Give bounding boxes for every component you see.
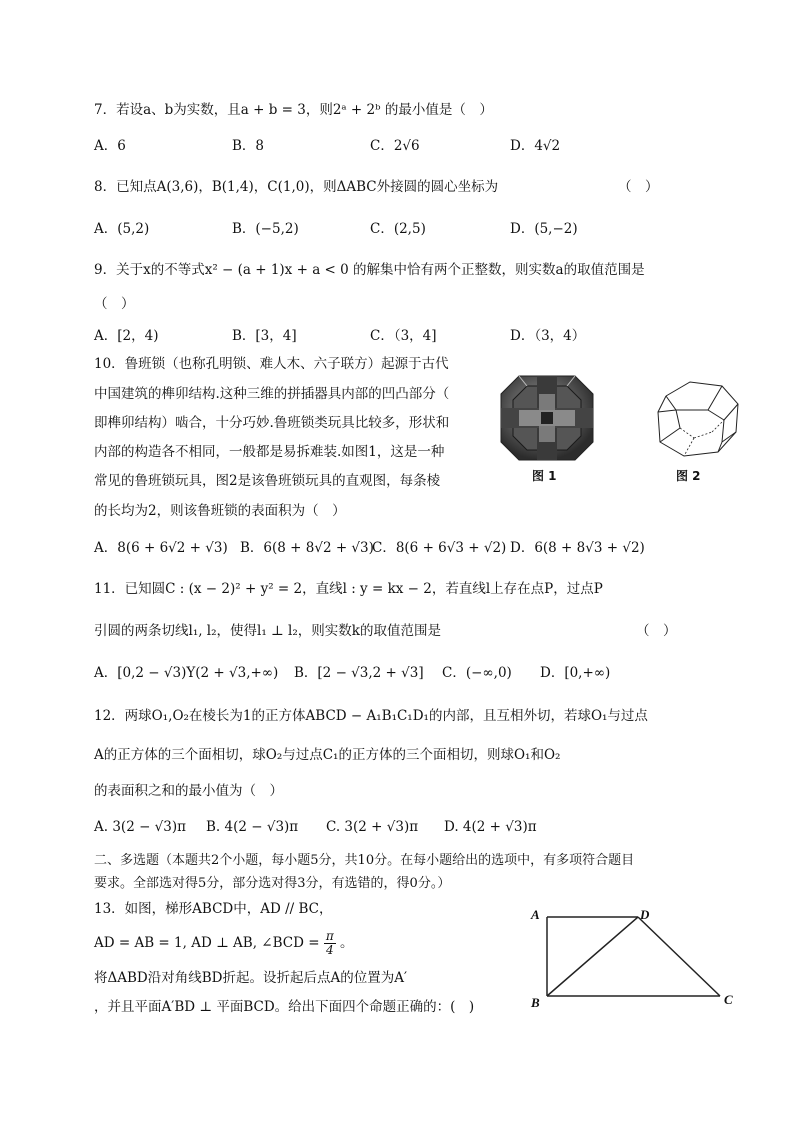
- point-c-label: C: [724, 992, 733, 1007]
- q12-option-d: D. 4(2 + √3)π: [444, 819, 537, 835]
- q10-line: 中国建筑的榫卯结构.这种三维的拼插器具内部的凹凸部分（: [94, 386, 450, 402]
- q12-line3: 的表面积之和的最小值为（ ）: [94, 783, 283, 799]
- q11-option-d: D．[0,+∞): [540, 665, 611, 681]
- q11-option-b: B．[2 − √3,2 + √3]: [294, 665, 424, 681]
- q12-option-b: B. 4(2 − √3)π: [206, 819, 299, 835]
- q13-line2: [94, 930, 354, 957]
- q7-option-b: B．8: [232, 138, 265, 154]
- q9-option-c: C．（3，4]: [370, 328, 437, 344]
- q10-line: 常见的鲁班锁玩具，图2是该鲁班锁玩具的直观图，每条棱: [94, 473, 441, 489]
- pi-over-4-fraction: [324, 930, 336, 957]
- q8-option-a: A．(5,2): [94, 221, 150, 237]
- fig1-label: 图 1: [532, 469, 557, 483]
- q10-line: 10．鲁班锁（也称孔明锁、难人木、六子联方）起源于古代: [94, 356, 449, 372]
- luban-lock-photo: [497, 372, 597, 464]
- q12-line1: 12．两球O₁,O₂在棱长为1的正方体ABCD − A₁B₁C₁D₁的内部，且互相外切，若球O₁与过点: [94, 708, 648, 724]
- q7-option-d: D．4√2: [510, 138, 561, 154]
- q13-line2-text: AD = AB = 1, AD ⊥ AB, ∠BCD =: [94, 935, 320, 951]
- q12-option-c: C. 3(2 + √3)π: [326, 819, 419, 835]
- q12-line2: A的正方体的三个面相切，球O₂与过点C₁的正方体的三个面相切，则球O₁和O₂: [94, 747, 561, 763]
- q13-line2-end: 。: [340, 935, 354, 951]
- luban-lock-diagram: [652, 376, 742, 460]
- q9-paren: （ ）: [94, 296, 135, 312]
- q10-line: 的长均为2，则该鲁班锁的表面积为（ ）: [94, 503, 346, 519]
- section2-heading: 二、多选题（本题共2个小题，每小题5分，共10分。在每小题给出的选项中，有多项符合题目: [94, 853, 635, 868]
- q8-option-c: C．(2,5): [370, 221, 426, 237]
- q11-paren: （ ）: [636, 623, 677, 639]
- section2-heading-cont: 要求。全部选对得5分，部分选对得3分，有选错的，得0分。）: [94, 876, 451, 891]
- q11-option-c: C．(−∞,0): [442, 665, 512, 681]
- q11-line1: 11．已知圆C : (x − 2)² + y² = 2，直线l : y = kx − 2，若直线l上存在点P，过点P: [94, 581, 603, 597]
- q11-line2: 引圆的两条切线l₁, l₂，使得l₁ ⊥ l₂，则实数k的取值范围是: [94, 623, 441, 639]
- q7-stem: 7．若设a、b为实数，且a + b = 3，则2ᵃ + 2ᵇ 的最小值是（ ）: [94, 102, 493, 118]
- q10-option-d: D．6(8 + 8√3 + √2): [510, 540, 645, 556]
- q11-option-a: A．[0,2 − √3)Y(2 + √3,+∞): [94, 665, 279, 681]
- q9-stem: 9．关于x的不等式x² − (a + 1)x + a < 0 的解集中恰有两个正整数，则实数a的取值范围是: [94, 262, 645, 278]
- frac-numerator: π: [325, 929, 334, 943]
- q7-option-a: A．6: [94, 138, 126, 154]
- q8-option-b: B．(−5,2): [232, 221, 299, 237]
- q7-option-c: C．2√6: [370, 138, 420, 154]
- q8-paren: （ ）: [618, 179, 659, 195]
- q13-line1: 13．如图，梯形ABCD中，AD // BC，: [94, 901, 333, 917]
- frac-denominator: 4: [325, 943, 334, 957]
- trapezoid-figure: [525, 903, 745, 1013]
- q8-option-d: D．(5,−2): [510, 221, 578, 237]
- point-a-label: A: [531, 907, 540, 922]
- q8-stem: 8．已知点A(3,6)，B(1,4)，C(1,0)，则ΔABC外接圆的圆心坐标为: [94, 179, 499, 195]
- q12-option-a: A. 3(2 − √3)π: [94, 819, 187, 835]
- point-d-label: D: [640, 907, 650, 922]
- q10-option-a: A．8(6 + 6√2 + √3): [94, 540, 228, 556]
- q10-option-c: C．8(6 + 6√3 + √2): [372, 540, 507, 556]
- q10-option-b: B．6(8 + 8√2 + √3): [240, 540, 374, 556]
- q9-option-b: B．[3，4]: [232, 328, 297, 344]
- q10-line: 内部的构造各不相同，一般都是易拆难装.如图1，这是一种: [94, 444, 445, 460]
- q9-option-d: D．（3，4）: [510, 328, 586, 344]
- q13-line4: ，并且平面A′BD ⊥ 平面BCD。给出下面四个命题正确的：( ): [94, 999, 475, 1015]
- q10-line: 即榫卯结构）啮合，十分巧妙.鲁班锁类玩具比较多，形状和: [94, 415, 450, 431]
- q13-line3: 将ΔABD沿对角线BD折起。设折起后点A的位置为A′: [94, 970, 408, 986]
- q9-option-a: A．[2，4): [94, 328, 159, 344]
- point-b-label: B: [531, 995, 540, 1010]
- fig2-label: 图 2: [676, 469, 701, 483]
